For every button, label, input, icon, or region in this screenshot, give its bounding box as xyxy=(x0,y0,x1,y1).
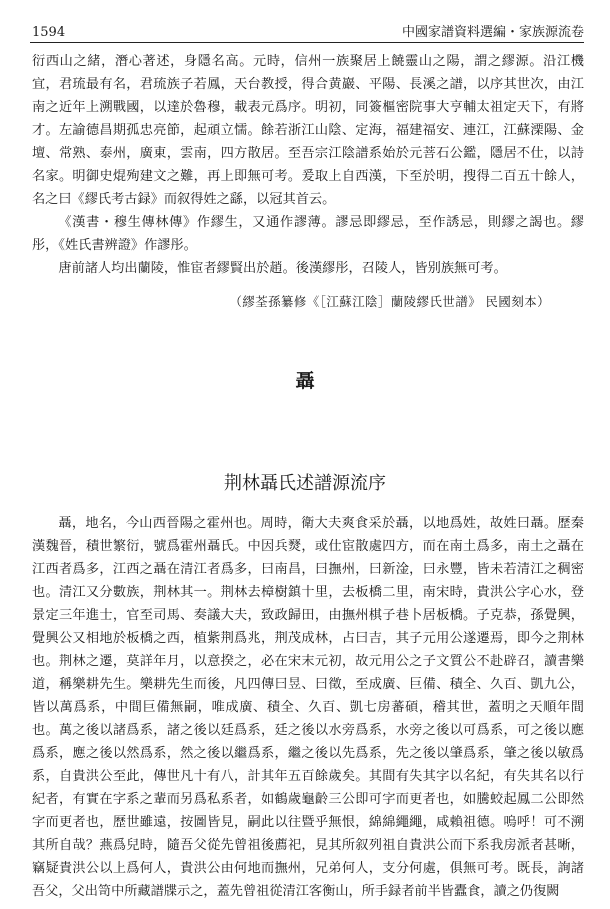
article-body xyxy=(32,512,584,903)
running-title: 中國家譜資料選編・家族源流卷 xyxy=(401,25,584,40)
paragraph: 聶，地名，今山西晉陽之霍州也。周時，衛大夫爽食采於聶，以地爲姓，故姓曰聶。歷秦漢魏晉，積世繁衍，號爲霍州聶氏。中因兵燹，或仕宦散處四方，而在南土爲多，南土之聶在江西者爲多，江西之聶在清江者爲多，曰南昌，曰撫州，曰新淦，曰永豐，皆未若清江之稠密也。清江又分數族，荆林其一。荆林去樟樹鎮十里，去板橋二里，南宋時，貴洪公字心水，登景定三年進士，官至司馬、奏議大夫，致政歸田，由撫州棋子巷卜居板橋。子克恭，孫覺興，覺興公又相地於板橋之西，植紫荆爲兆，荆茂成林，占曰吉，其子元用公遂遷焉，即今之荆林也。荆林之遷，莫詳年月，以意揆之，必在宋末元初，故元用公之子文質公不赴辟召，讀書樂道，稱樂耕先生。樂耕先生而後，凡四傳曰昱、曰徵，至成廣、巨備、積全、久百、凱九公，皆以萬爲系，中間巨備無嗣，唯成廣、積全、久百、凱七房蕃碩，稽其世，蓋明之天順年間也。萬之後以諸爲系，諸之後以廷爲系，廷之後以水旁爲系，水旁之後以可爲系，可之後以應爲系，應之後以然爲系，然之後以繼爲系，繼之後以先爲系，先之後以肇爲系，肇之後以敏爲系，自貴洪公至此，傳世凡十有八，計其年五百餘歲矣。其間有失其字以名紀，有失其名以行紀者，有實在字系之輩而另爲私系者，如鶴歲龜齡三公即可字而更者也，如騰蛟起鳳二公即然字而更者也，歷世雖遠，按圖皆見，嗣此以往暨乎無恨，綿綿繩繩，咸賴祖德。嗚呼！可不溯其所自哉？燕爲兒時，隨吾父從先曾祖後薦祀，見其所叙列祖自貴洪公而下系我房派者甚晰，竊疑貴洪公以上爲何人，貴洪公由何地而撫州，兄弟何人，支分何處，俱無可考。既長，詢諸吾父，父出笥中所藏譜牒示之，蓋先曾祖從清江客衡山，所手録者前半皆蠹食，讀之仍復闕 xyxy=(32,516,584,899)
article-title: 荆林聶氏述譜源流序 xyxy=(224,473,386,494)
clan-heading: 聶 xyxy=(295,370,315,392)
source-citation: （繆荃孫纂修《［江蘇江陰］蘭陵繆氏世譜》 民國刻本） xyxy=(229,294,550,309)
section1-body xyxy=(32,50,584,280)
page-number: 1594 xyxy=(32,25,66,40)
paragraph: 衍西山之緒，潛心著述，身隱名高。元時，信州一族聚居上饒靈山之陽，謂之繆源。沿江機宜，君琉最有名，君琉族子若鳳，天台教授，得合黄巖、平陽、長溪之譜，以序其世次，由江南之近年上溯戰國，以達於魯穆，載表元爲序。明初，同簽樞密院事大亨輔太祖定天下，有將才。左諭德昌期孤忠亮節，起頑立懦。餘若浙江山陰、定海，福建福安、連江，江蘇溧陽、金壇、常熟、泰州，廣東，雲南，四方散居。至吾宗江陰譜系始於元菩石公鑑，隱居不仕，以詩名家。明御史焜殉建文之難，再上即無可考。爰取上自西漢，下至於明，搜得二百五十餘人，名之曰《繆氏考古録》而叙得姓之繇，以冠其首云。 xyxy=(32,54,584,207)
header-rule xyxy=(30,42,584,43)
paragraph: 《漢書・穆生傳林傳》作繆生，又通作謬薄。謬忌即繆忌，至作誘忌，則繆之謁也。繆彤，《姓氏書辨證》作謬彤。 xyxy=(32,215,584,253)
page-header xyxy=(32,18,584,40)
paragraph: 唐前諸人均出蘭陵，惟宦者繆賢出於趙。後漢繆彤，召陵人，皆别族無可考。 xyxy=(58,261,507,276)
